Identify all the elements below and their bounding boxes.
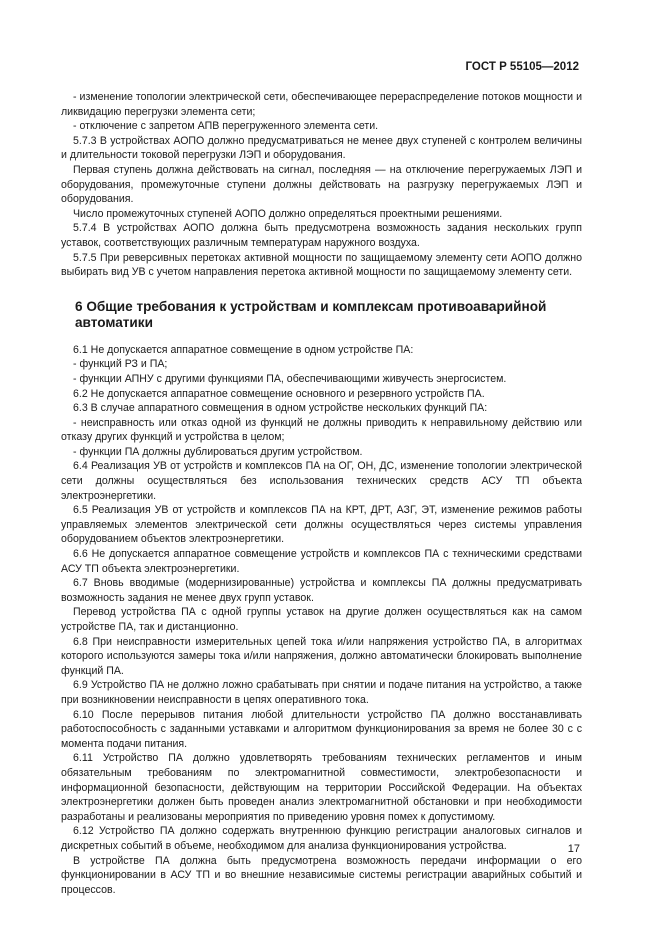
paragraph: 5.7.4 В устройствах АОПО должна быть предусмотрена возможность задания нескольких групп уставок, соответствующих различным температурам наружного воздуха.	[61, 222, 582, 249]
page-number: 17	[567, 843, 580, 855]
paragraphs-bottom	[61, 343, 582, 898]
paragraph: - функций РЗ и ПА;	[73, 358, 168, 371]
paragraph: - изменение топологии электрической сети, обеспечивающее перераспределение потоков мощности и ликвидацию перегрузки элемента сети;	[61, 91, 582, 118]
paragraph: 6.6 Не допускается аппаратное совмещение устройств и комплексов ПА с техническими средствами АСУ ТП объекта электроэнергетики.	[61, 548, 582, 575]
paragraph: 6.11 Устройство ПА должно удовлетворять требованиям технических регламентов и иным обязательным требованиям по электромагнитной совместимости, электробезопасности и информационной безопасности, действующим на территории Российской Федерации. На объектах электроэнергетики должен быть проведен анализ электромагнитной обстановки и при необходимости разработаны и реализованы мероприятия по приведению уровня помех к допустимому.	[61, 752, 582, 823]
paragraphs-top	[61, 90, 582, 280]
paragraph: - неисправность или отказ одной из функций не должны приводить к неправильному действию или отказу других функций и устройства в целом;	[61, 416, 582, 444]
document-header: ГОСТ Р 55105—2012	[465, 61, 579, 73]
paragraph: 6.10 После перерывов питания любой длительности устройство ПА должно восстанавливать работоспособность с заданными уставками и алгоритмом функционирования за время не более 30 с с момента подачи питания.	[61, 708, 582, 750]
paragraph: - отключение с запретом АПВ перегруженного элемента сети.	[73, 120, 379, 133]
paragraph: Число промежуточных ступеней АОПО должно определяться проектными решениями.	[73, 207, 503, 220]
paragraph: Перевод устройства ПА с одной группы уставок на другие должен осуществляться как на самом устройстве ПА, так и дистанционно.	[61, 606, 582, 633]
paragraph: 6.12 Устройство ПА должно содержать внутреннюю функцию регистрации аналоговых сигналов и дискретных событий в объеме, необходимом для анализа функционирования устройства.	[61, 825, 582, 852]
paragraph: 6.4 Реализация УВ от устройств и комплексов ПА на ОГ, ОН, ДС, изменение топологии электрической сети должны осуществляться без использования технических средств АСУ ТП объекта электроэнергетики.	[61, 460, 582, 502]
paragraph: - функции ПА должны дублироваться другим устройством.	[73, 445, 363, 458]
paragraph: 6.7 Вновь вводимые (модернизированные) устройства и комплексы ПА должны предусматривать возможность задания не менее двух групп уставок.	[61, 577, 582, 604]
paragraph: 5.7.3 В устройствах АОПО должно предусматриваться не менее двух ступеней с контролем величины и длительности токовой перегрузки ЛЭП и оборудования.	[61, 134, 582, 162]
paragraph: В устройстве ПА должна быть предусмотрена возможность передачи информации о его функционировании в АСУ ТП и во внешние независимые системы регистрации аварийных событий и процессов.	[61, 854, 582, 896]
paragraph: - функции АПНУ с другими функциями ПА, обеспечивающими живучесть энергосистем.	[73, 372, 507, 385]
paragraph: 6.9 Устройство ПА не должно ложно срабатывать при снятии и подаче питания на устройство, а также при возникновении неисправности в цепях оперативного тока.	[61, 679, 582, 706]
paragraph: Первая ступень должна действовать на сигнал, последняя — на отключение перегружаемых ЛЭП и оборудования, промежуточные ступени должны действовать на разгрузку перегружаемых ЛЭП и оборудования.	[61, 163, 582, 206]
paragraph: 6.2 Не допускается аппаратное совмещение основного и резервного устройств ПА.	[73, 387, 485, 400]
paragraph: 6.8 При неисправности измерительных цепей тока и/или напряжения устройство ПА, в алгоритмах которого используются замеры тока и/или напряжения, должно автоматически блокировать выполнение функций ПА.	[61, 635, 582, 677]
paragraph: 6.1 Не допускается аппаратное совмещение в одном устройстве ПА:	[73, 343, 414, 356]
document-body	[61, 90, 582, 897]
paragraph: 5.7.5 При реверсивных перетоках активной мощности по защищаемому элементу сети АОПО должно выбирать вид УВ с учетом направления перетока активной мощности по защищаемому элементу сети.	[61, 251, 582, 279]
section-title: 6 Общие требования к устройствам и комплексам противоаварийной автоматики	[75, 298, 547, 330]
paragraph: 6.5 Реализация УВ от устройств и комплексов ПА на КРТ, ДРТ, АЗГ, ЭТ, изменение режимов работы управляемых элементов электрической сети должны осуществляться через системы управления оборудованием объектов электроэнергетики.	[61, 504, 582, 546]
paragraph: 6.3 В случае аппаратного совмещения в одном устройстве нескольких функций ПА:	[73, 402, 488, 415]
